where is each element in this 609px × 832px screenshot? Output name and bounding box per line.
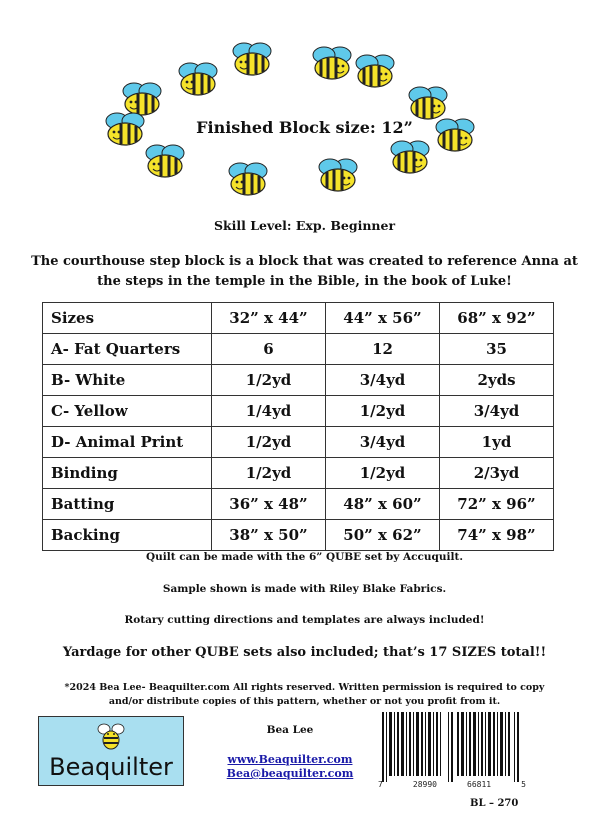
yardage-note: Yardage for other QUBE sets also included; that’s 17 SIZES total!! — [62, 645, 547, 660]
bee-icon — [97, 721, 125, 751]
qube-note: Quilt can be made with the 6” QUBE set by Accuquilt. — [145, 551, 464, 563]
table-cell: 35 — [440, 334, 554, 365]
table-cell: 3/4yd — [326, 427, 440, 458]
bee-icon — [179, 63, 217, 95]
bee-icon — [123, 83, 161, 115]
copyright-line: *2024 Bea Lee- Beaquilter.com All rights reserved. Written permission is required to copy — [64, 682, 545, 693]
author-name: Bea Lee — [266, 724, 314, 736]
table-cell: 1/2yd — [212, 427, 326, 458]
table-row — [43, 458, 554, 489]
table-cell: 72” x 96” — [440, 489, 554, 520]
bee-icon — [233, 43, 271, 75]
barcode-digit: 7 — [378, 780, 383, 789]
copyright-notice — [50, 681, 559, 709]
table-cell: 50” x 62” — [326, 520, 440, 551]
table-cell: 36” x 48” — [212, 489, 326, 520]
table-header-row — [43, 303, 554, 334]
table-cell: 3/4yd — [440, 396, 554, 427]
table-cell: 6 — [212, 334, 326, 365]
table-cell: 74” x 98” — [440, 520, 554, 551]
table-cell: 1yd — [440, 427, 554, 458]
table-cell: 2/3yd — [440, 458, 554, 489]
table-cell: A- Fat Quarters — [43, 334, 212, 365]
pattern-description: The courthouse step block is a block that was created to reference Anna at the steps in the temple in the Bible, in the book of Luke! — [31, 254, 578, 289]
bee-icon — [356, 55, 394, 87]
table-cell: Backing — [43, 520, 212, 551]
table-cell: Batting — [43, 489, 212, 520]
table-cell: 68” x 92” — [440, 303, 554, 334]
table-cell: 38” x 50” — [212, 520, 326, 551]
table-cell: 1/2yd — [326, 396, 440, 427]
table-row — [43, 489, 554, 520]
copyright-line: and/or distribute copies of this pattern, whether or not you profit from it. — [108, 696, 501, 707]
skill-level: Skill Level: Exp. Beginner — [213, 218, 396, 233]
table-row — [43, 427, 554, 458]
pattern-code: BL – 270 — [470, 798, 519, 809]
rotary-note: Rotary cutting directions and templates are always included! — [124, 614, 485, 626]
bee-icon — [319, 159, 357, 191]
bee-icon — [229, 163, 267, 195]
table-cell: C- Yellow — [43, 396, 212, 427]
table-cell: 1/2yd — [326, 458, 440, 489]
table-cell: 32” x 44” — [212, 303, 326, 334]
barcode-digit: 5 — [521, 780, 526, 789]
table-cell: 44” x 56” — [326, 303, 440, 334]
barcode-number — [378, 780, 526, 789]
table-cell: B- White — [43, 365, 212, 396]
barcode — [378, 712, 526, 782]
bee-wreath-illustration — [0, 0, 609, 200]
table-cell: 2yds — [440, 365, 554, 396]
bee-icon — [391, 141, 429, 173]
bee-icon — [146, 145, 184, 177]
table-cell: Binding — [43, 458, 212, 489]
finished-block-size: Finished Block size: 12” — [196, 118, 413, 137]
email-link[interactable]: Bea@beaquilter.com — [226, 767, 354, 780]
table-cell: 3/4yd — [326, 365, 440, 396]
bee-icon — [409, 87, 447, 119]
website-link[interactable]: www.Beaquilter.com — [227, 753, 353, 766]
table-row — [43, 396, 554, 427]
sample-note: Sample shown is made with Riley Blake Fabrics. — [162, 583, 447, 595]
table-row — [43, 365, 554, 396]
table-cell: D- Animal Print — [43, 427, 212, 458]
bee-icon — [313, 47, 351, 79]
table-row — [43, 334, 554, 365]
barcode-digit: 66811 — [467, 780, 492, 789]
beaquilter-logo — [38, 716, 184, 786]
table-row — [43, 520, 554, 551]
table-cell: 1/2yd — [212, 365, 326, 396]
table-cell: Sizes — [43, 303, 212, 334]
logo-text: Beaquilter — [49, 753, 173, 781]
table-cell: 1/4yd — [212, 396, 326, 427]
table-cell: 48” x 60” — [326, 489, 440, 520]
table-cell: 1/2yd — [212, 458, 326, 489]
table-cell: 12 — [326, 334, 440, 365]
barcode-digit: 28990 — [412, 780, 437, 789]
yardage-table — [42, 302, 554, 551]
